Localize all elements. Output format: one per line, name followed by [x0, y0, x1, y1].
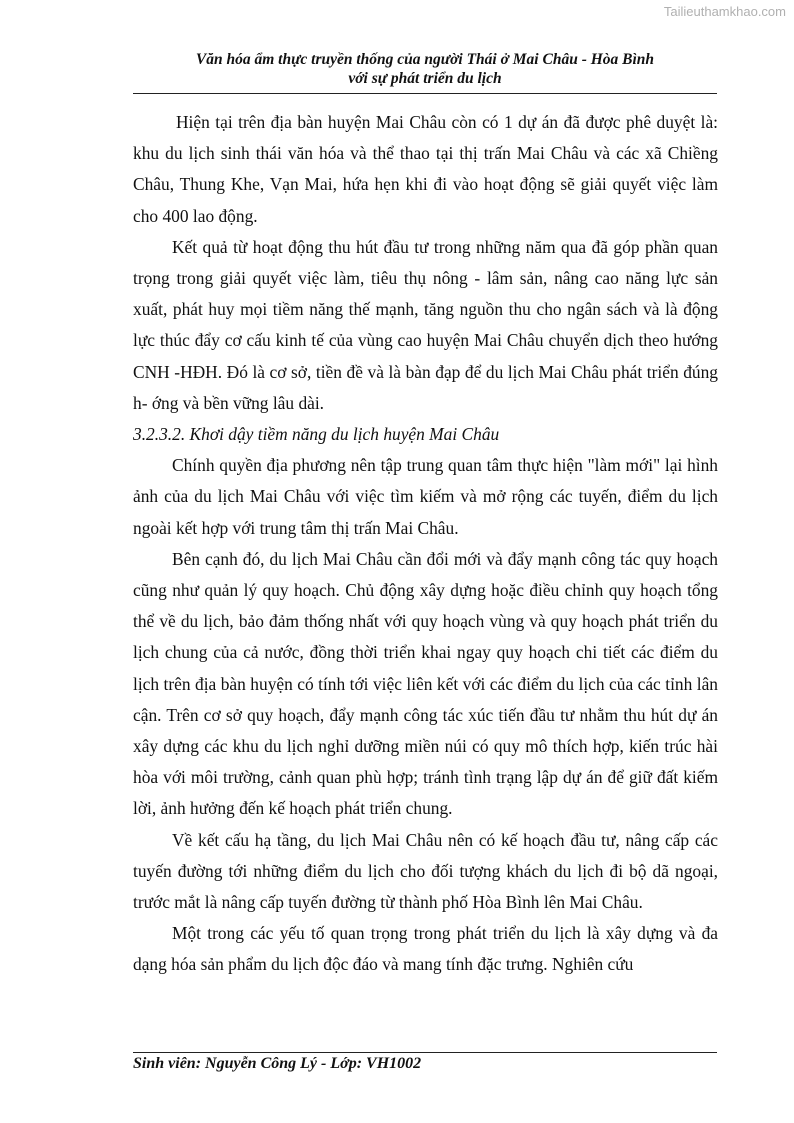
- paragraph-local-government: Chính quyền địa phương nên tập trung quan tâm thực hiện "làm mới" lại hình ảnh của du lịch Mai Châu với việc tìm kiếm và mở rộng các tuyến, điểm du lịch ngoài kết hợp với trung tâm thị trấn Mai Châu.: [133, 455, 718, 538]
- page-footer: Sinh viên: Nguyễn Công Lý - Lớp: VH1002: [133, 1055, 422, 1072]
- paragraph-infrastructure: Về kết cấu hạ tầng, du lịch Mai Châu nên có kế hoạch đầu tư, nâng cấp các tuyến đường tới những điểm du lịch cho đối tượng khách du lịch đi bộ dã ngoại, trước mắt là nâng cấp tuyến đường từ thành phố Hòa Bình lên Mai Châu.: [133, 829, 718, 913]
- header-divider: [133, 93, 717, 94]
- section-heading: 3.2.3.2. Khơi dậy tiềm năng du lịch huyện Mai Châu: [133, 424, 500, 445]
- footer-divider: [133, 1052, 717, 1053]
- header-title-line-1: Văn hóa ẩm thực truyền thống của người Thái ở Mai Châu - Hòa Bình: [195, 51, 655, 68]
- page-header: [133, 50, 717, 88]
- paragraph-investment-results: Kết quả từ hoạt động thu hút đầu tư trong những năm qua đã góp phần quan trọng trong giải quyết việc làm, tiêu thụ nông - lâm sản, nâng cao năng lực sản xuất, phát huy mọi tiềm năng thế mạnh, tăng nguồn thu cho ngân sách và là động lực thúc đẩy cơ cấu kinh tế của vùng cao huyện Mai Châu chuyển dịch theo hướng CNH -HĐH. Đó là cơ sở, tiền đề và là bàn đạp để du lịch Mai Châu phát triển đúng h- ớng và bền vững lâu dài.: [133, 236, 718, 413]
- document-body: [133, 107, 718, 981]
- header-title-line-2: với sự phát triển du lịch: [348, 70, 502, 87]
- watermark: Tailieuthamkhao.com: [663, 4, 786, 19]
- paragraph-products: Một trong các yếu tố quan trọng trong phát triển du lịch là xây dựng và đa dạng hóa sản phẩm du lịch độc đáo và mang tính đặc trưng. Nghiên cứu: [133, 923, 718, 975]
- paragraph-planning: Bên cạnh đó, du lịch Mai Châu cần đổi mới và đẩy mạnh công tác quy hoạch cũng như quản lý quy hoạch. Chủ động xây dựng hoặc điều chỉnh quy hoạch tổng thể về du lịch, bảo đảm thống nhất với quy hoạch vùng và quy hoạch phát triển du lịch chung của cả nước, đồng thời triển khai ngay quy hoạch chi tiết các điểm du lịch trên địa bàn huyện có tính tới việc liên kết với các điểm du lịch của các tỉnh lân cận. Trên cơ sở quy hoạch, đẩy mạnh công tác xúc tiến đầu tư nhằm thu hút dự án xây dựng các khu du lịch nghỉ dưỡng miền núi có quy mô thích hợp, kiến trúc hài hòa với môi trường, cảnh quan phù hợp; tránh tình trạng lập dự án để giữ đất kiếm lời, ảnh hưởng đến kế hoạch phát triển chung.: [133, 548, 718, 819]
- paragraph-project: Hiện tại trên địa bàn huyện Mai Châu còn có 1 dự án đã được phê duyệt là: khu du lịch sinh thái văn hóa và thể thao tại thị trấn Mai Châu và các xã Chiềng Châu, Thung Khe, Vạn Mai, hứa hẹn khi đi vào hoạt động sẽ giải quyết việc làm cho 400 lao động.: [133, 112, 718, 226]
